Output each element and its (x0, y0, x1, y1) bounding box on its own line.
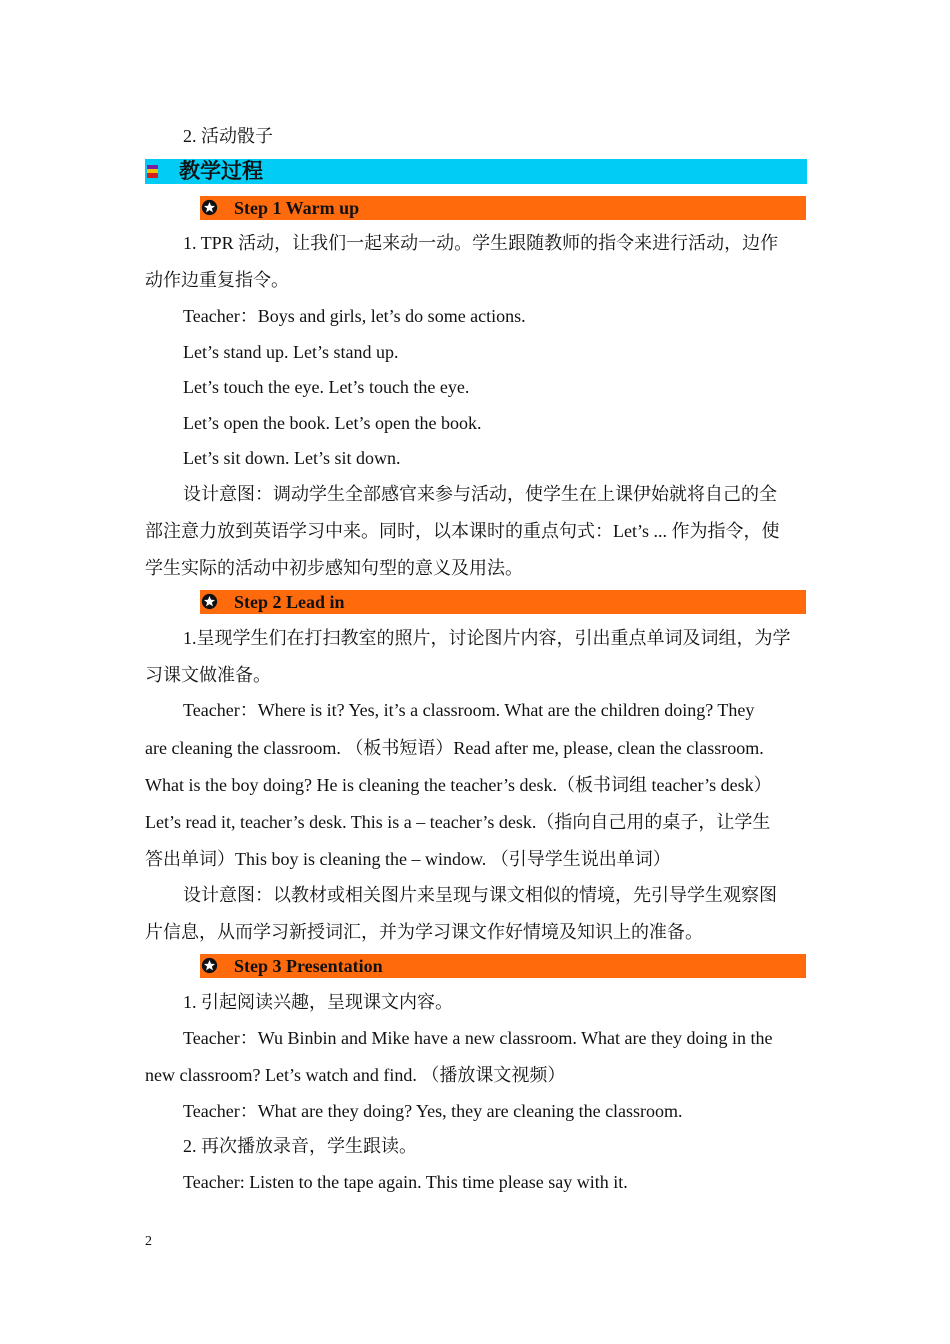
step-2-teacher-line-3: What is the boy doing? He is cleaning the teacher’s desk.（板书词组 teacher’s desk） (145, 775, 772, 795)
step-3-activity-1: 1. 引起阅读兴趣，呈现课文内容。 (183, 992, 453, 1012)
step-1-dialogue-3: Let’s touch the eye. Let’s touch the eye. (183, 377, 470, 397)
step-3-label: Step 3 Presentation (234, 956, 383, 976)
step-1-intent-line-1: 设计意图：调动学生全部感官来参与活动，使学生在上课伊始就将自己的全 (183, 484, 777, 504)
step-2-header (200, 590, 806, 614)
section-marker-icon (147, 165, 158, 178)
step-3-teacher-line-2: new classroom? Let’s watch and find. （播放课文视频） (145, 1065, 566, 1085)
step-2-intent-line-1: 设计意图：以教材或相关图片来呈现与课文相似的情境，先引导学生观察图 (183, 885, 777, 905)
step-2-activity-line-2: 习课文做准备。 (145, 665, 271, 685)
page-number: 2 (145, 1234, 152, 1249)
star-bullet-icon (201, 593, 218, 610)
step-1-dialogue-5: Let’s sit down. Let’s sit down. (183, 448, 401, 468)
step-2-activity-line-1: 1.呈现学生们在打扫教室的照片，讨论图片内容，引出重点单词及词组，为学 (183, 628, 791, 648)
intro-item: 2. 活动骰子 (183, 126, 273, 146)
step-3-header (200, 954, 806, 978)
step-1-dialogue-1: Teacher：Boys and girls, let’s do some actions. (183, 306, 526, 326)
step-1-dialogue-2: Let’s stand up. Let’s stand up. (183, 342, 399, 362)
star-bullet-icon (201, 957, 218, 974)
step-2-teacher-line-2: are cleaning the classroom. （板书短语）Read after me, please, clean the classroom. (145, 738, 764, 758)
step-1-intent-line-3: 学生实际的活动中初步感知句型的意义及用法。 (145, 558, 523, 578)
section-header (145, 159, 807, 184)
step-3-teacher-line-3: Teacher：What are they doing? Yes, they are cleaning the classroom. (183, 1101, 683, 1121)
step-2-teacher-line-5: 答出单词）This boy is cleaning the – window. （引导学生说出单词） (145, 849, 671, 869)
section-title: 教学过程 (179, 159, 263, 183)
star-bullet-icon (201, 199, 218, 216)
step-1-activity-line-2: 动作边重复指令。 (145, 270, 289, 290)
step-1-activity-line-1: 1. TPR 活动，让我们一起来动一动。学生跟随教师的指令来进行活动，边作 (183, 233, 779, 253)
step-2-teacher-line-4: Let’s read it, teacher’s desk. This is a – teacher’s desk.（指向自己用的桌子，让学生 (145, 812, 771, 832)
step-3-teacher-line-1: Teacher：Wu Binbin and Mike have a new classroom. What are they doing in the (183, 1028, 773, 1048)
step-1-header (200, 196, 806, 220)
step-2-teacher-line-1: Teacher：Where is it? Yes, it’s a classroom. What are the children doing? They (183, 700, 755, 720)
step-1-intent-line-2: 部注意力放到英语学习中来。同时，以本课时的重点句式：Let’s ... 作为指令，使 (145, 521, 780, 541)
step-3-activity-2: 2. 再次播放录音，学生跟读。 (183, 1136, 417, 1156)
step-1-label: Step 1 Warm up (234, 198, 360, 218)
step-2-intent-line-2: 片信息，从而学习新授词汇，并为学习课文作好情境及知识上的准备。 (145, 922, 703, 942)
step-1-dialogue-4: Let’s open the book. Let’s open the book. (183, 413, 482, 433)
step-3-teacher-line-4: Teacher: Listen to the tape again. This time please say with it. (183, 1172, 628, 1192)
step-2-label: Step 2 Lead in (234, 592, 345, 612)
